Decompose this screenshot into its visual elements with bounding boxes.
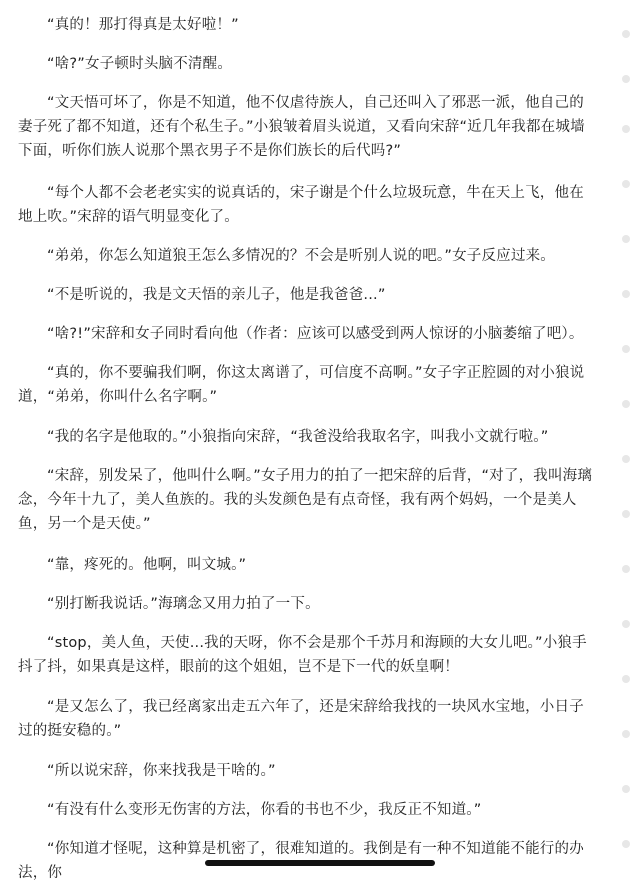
page-scroll-indicator[interactable] xyxy=(620,30,632,860)
paragraph: “每个人都不会老老实实的说真话的，宋子谢是个什么垃圾玩意，牛在天上飞，他在地上吹。”宋辞的语气明显变化了。 xyxy=(18,185,584,225)
paragraph: “弟弟，你怎么知道狼王怎么多情况的？不会是听别人说的吧。”女子反应过来。 xyxy=(47,248,555,264)
scroll-dot xyxy=(622,620,630,628)
scroll-dot xyxy=(622,75,630,83)
scroll-dot xyxy=(622,290,630,298)
scroll-dot xyxy=(622,785,630,793)
paragraph: “你知道才怪呢，这种算是机密了，很难知道的。我倒是有一种不知道能不能行的办法，你 xyxy=(18,841,584,881)
paragraph: “宋辞，别发呆了，他叫什么啊。”女子用力的拍了一把宋辞的后背，“对了，我叫海璃念，今年十九了，美人鱼族的。我的头发颜色是有点奇怪，我有两个妈妈，一个是美人鱼，另一个是天使。” xyxy=(18,468,593,532)
scroll-dot xyxy=(622,30,630,38)
paragraph: “有没有什么变形无伤害的方法，你看的书也不少，我反正不知道。” xyxy=(47,802,482,818)
scroll-dot xyxy=(622,675,630,683)
scroll-dot xyxy=(622,345,630,353)
scroll-dot xyxy=(622,400,630,408)
home-indicator-bar[interactable] xyxy=(205,860,435,866)
paragraph: “文天悟可坏了，你是不知道，他不仅虐待族人，自己还叫入了邪恶一派，他自己的妻子死了都不知道，还有个私生子。”小狼皱着眉头说道，又看向宋辞“近几年我都在城墙下面，听你们族人说那个黑衣男子不是你们族长的后代吗?” xyxy=(18,95,585,159)
scroll-dot xyxy=(622,565,630,573)
paragraph: “所以说宋辞，你来找我是干啥的。” xyxy=(47,763,276,779)
scroll-dot xyxy=(622,235,630,243)
paragraph: “靠，疼死的。他啊，叫文城。” xyxy=(47,557,247,573)
paragraph: “stop，美人鱼，天使...我的天呀，你不会是那个千苏月和海顾的大女儿吧。”小狼手抖了抖，如果真是这样，眼前的这个姐姐，岂不是下一代的妖皇啊！ xyxy=(18,635,587,675)
paragraph: “是又怎么了，我已经离家出走五六年了，还是宋辞给我找的一块风水宝地，小日子过的挺安稳的。” xyxy=(18,699,584,739)
scroll-dot xyxy=(622,730,630,738)
scroll-dot xyxy=(622,125,630,133)
paragraph: “别打断我说话。”海璃念又用力拍了一下。 xyxy=(47,596,320,612)
scroll-dot xyxy=(622,840,630,848)
paragraph: “啥?!”宋辞和女子同时看向他（作者：应该可以感受到两人惊讶的小脑萎缩了吧）。 xyxy=(47,326,584,342)
paragraph: “我的名字是他取的。”小狼指向宋辞，“我爸没给我取名字，叫我小文就行啦。” xyxy=(47,429,549,445)
scroll-dot xyxy=(622,180,630,188)
paragraph: “真的，你不要骗我们啊，你这太离谱了，可信度不高啊。”女子字正腔圆的对小狼说道，“弟弟，你叫什么名字啊。” xyxy=(18,365,585,405)
scroll-dot xyxy=(622,455,630,463)
paragraph: “啥?”女子顿时头脑不清醒。 xyxy=(47,56,233,72)
paragraph: “不是听说的，我是文天悟的亲儿子，他是我爸爸...” xyxy=(47,287,386,303)
paragraph: “真的！那打得真是太好啦！” xyxy=(47,17,239,33)
scroll-dot xyxy=(622,510,630,518)
